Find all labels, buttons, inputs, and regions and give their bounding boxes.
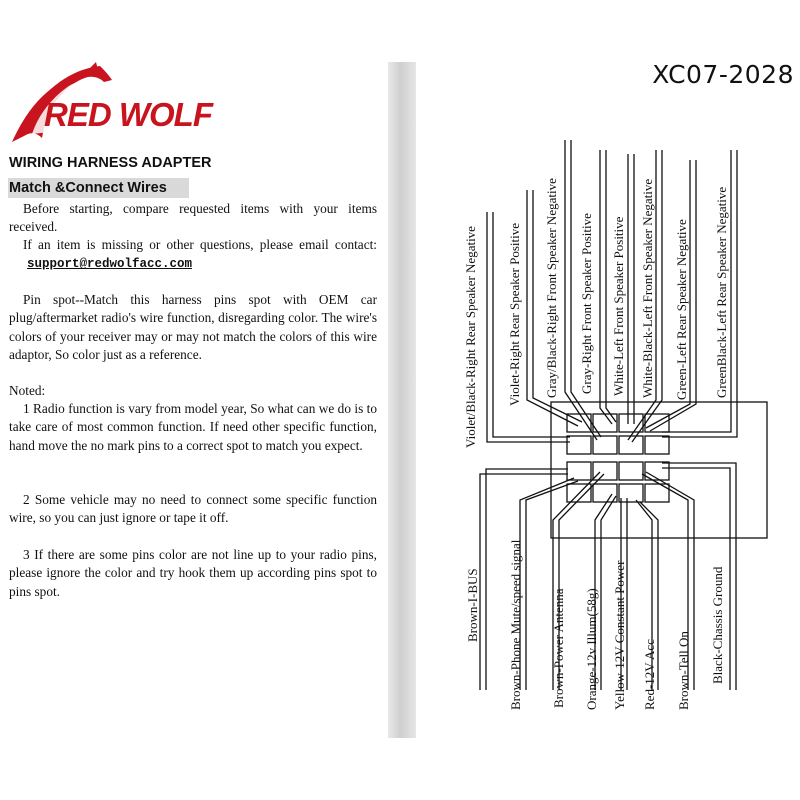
wire-label-gray-black: Gray/Black-Right Front Speaker Negative [544,178,559,398]
model-number: XC07-2028 [652,60,794,89]
wire-label-brown-antenna: Brown-Power Antenna [551,588,566,708]
wire-label-green: Green-Left Rear Speaker Negative [674,219,689,400]
note-3: 3 If there are some pins color are not line up to your radio pins, please ignore the color and try hook them up according pins spot to pins spot. [9,547,377,599]
wire-label-white-black: White-Black-Left Front Speaker Negative [640,178,655,398]
note-1: 1 Radio function is vary from model year, So what can we do is to take care of most common function. If need other specific function, hand move the no mark pins to a correct spot to match you expect. [9,401,377,453]
support-email-link[interactable]: support@redwolfacc.com [27,257,193,272]
brand-name: RED WOLF [44,96,212,133]
wire-label-yellow-constant: Yellow-12V Constant Power [612,560,627,710]
wire-label-brown-tell-on: Brown-Tell On [676,631,691,710]
wire-label-black-ground: Black-Chassis Ground [710,566,725,684]
wire-label-brown-phone-mute: Brown-Phone Mute/speed signal [508,539,523,710]
wire-label-gray: Gray-Right Front Speaker Positive [579,213,594,394]
noted-heading: Noted: [9,383,46,398]
contact-text: If an item is missing or other questions, please email contact: [23,237,377,252]
page-title: WIRING HARNESS ADAPTER [9,155,212,171]
wire-label-green-black: GreenBlack-Left Rear Speaker Negative [714,186,729,398]
wire-label-violet: Violet-Right Rear Speaker Positive [507,223,522,406]
intro-paragraph: Before starting, compare requested items with your items received. [9,201,377,235]
note-2: 2 Some vehicle may no need to connect some specific function wire, so you can just ignore or tape it off. [9,492,377,526]
wire-label-violet-black: Violet/Black-Right Rear Speaker Negative [463,226,478,448]
pin-grid [567,414,669,502]
wire-label-orange-illum: Orange-12v Illum(58g) [584,588,599,710]
wire-label-brown-ibus: Brown-I-BUS [465,568,480,642]
wire-label-white: White-Left Front Speaker Positive [611,216,626,396]
connector-housing [551,402,767,538]
wire-label-red-acc: Red-12V Acc [642,639,657,710]
pin-spot-paragraph: Pin spot--Match this harness pins spot with OEM car plug/aftermarket radio's wire function, disregarding color. The wire's colors of your receiver may or may not match the colors of this wire adaptor, So color just as a reference. [9,292,377,362]
section-subtitle: Match &Connect Wires [8,178,189,198]
